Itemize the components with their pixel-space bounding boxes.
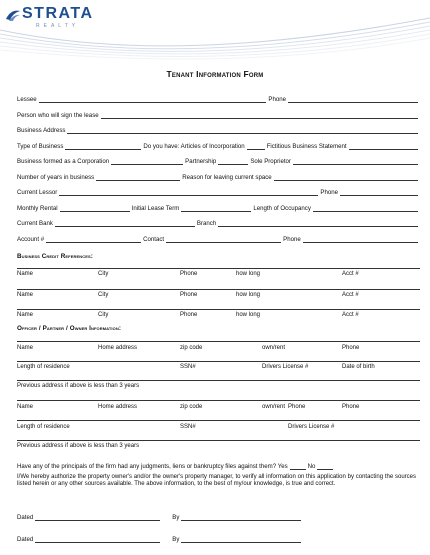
signer-field[interactable] xyxy=(101,112,418,119)
current-bank-field[interactable] xyxy=(55,220,195,227)
fictitious-label: Fictitious Business Statement xyxy=(266,143,347,150)
type-of-business-field[interactable] xyxy=(65,143,141,150)
bank-row xyxy=(17,220,420,227)
dated-field[interactable] xyxy=(35,514,160,521)
contact-label: Contact xyxy=(143,236,165,243)
lessee-label: Lessee xyxy=(17,96,37,103)
credit-heading: Business Credit References: xyxy=(17,253,93,260)
lessor-row xyxy=(17,189,420,196)
corporation-field[interactable] xyxy=(111,158,183,165)
credit-phone-label: Phone xyxy=(180,271,198,277)
credit-howlong-label: how long xyxy=(236,271,261,277)
dob-label: Date of birth xyxy=(342,364,375,370)
current-lessor-field[interactable] xyxy=(59,189,318,196)
signature-row-1 xyxy=(17,514,417,521)
judgments-row xyxy=(17,463,420,470)
account-label: Account # xyxy=(17,236,45,243)
officer-home-address-label: Home address xyxy=(98,345,138,351)
dated-label: Dated xyxy=(17,536,34,543)
initial-term-label: Initial Lease Term xyxy=(131,205,180,212)
reason-field[interactable] xyxy=(274,174,418,181)
residence-label: Length of residence xyxy=(17,364,70,370)
years-row xyxy=(17,174,420,181)
reason-label: Reason for leaving current space xyxy=(182,174,272,181)
occupancy-label: Length of Occupancy xyxy=(253,205,311,212)
judgments-label: Have any of the principals of the firm had any judgments, liens or bankruptcy files against them? Yes xyxy=(17,463,288,470)
license-label: Drivers License # xyxy=(262,364,309,370)
formed-as-label: Business formed as a Corporation xyxy=(17,158,110,165)
credit-name-label: Name xyxy=(17,312,34,318)
brand-sub: REALTY xyxy=(36,23,80,29)
previous-address-label: Previous address if above is less than 3 years xyxy=(17,383,140,389)
current-bank-label: Current Bank xyxy=(17,220,53,227)
officer-line-2[interactable] xyxy=(17,361,420,362)
credit-name-label: Name xyxy=(17,292,34,298)
address-row xyxy=(17,127,420,134)
officer-zip-label: zip code xyxy=(180,345,203,351)
partnership-label: Partnership xyxy=(185,158,217,165)
ssn-label: SSN# xyxy=(180,364,196,370)
lessor-phone-label: Phone xyxy=(320,189,338,196)
credit-city-label: City xyxy=(98,292,109,298)
by-label: By xyxy=(172,536,180,543)
credit-acct-label: Acct # xyxy=(342,312,359,318)
dated-field[interactable] xyxy=(35,536,160,543)
current-lessor-label: Current Lessor xyxy=(17,189,58,196)
credit-phone-label: Phone xyxy=(180,292,198,298)
sole-proprietor-label: Sole Proprietor xyxy=(250,158,291,165)
sole-proprietor-field[interactable] xyxy=(293,158,418,165)
bank-phone-label: Phone xyxy=(283,236,301,243)
credit-city-label: City xyxy=(98,312,109,318)
signer-label: Person who will sign the lease xyxy=(17,112,99,119)
officer2-phone2-label: Phone xyxy=(342,404,360,410)
initial-term-field[interactable] xyxy=(181,205,251,212)
formed-row xyxy=(17,158,420,165)
bank-phone-field[interactable] xyxy=(303,236,418,243)
branch-label: Branch xyxy=(196,220,217,227)
credit-city-label: City xyxy=(98,271,109,277)
credit-howlong-label: how long xyxy=(236,292,261,298)
monthly-rental-field[interactable] xyxy=(60,205,130,212)
officer-line-1[interactable] xyxy=(17,341,420,342)
rental-row xyxy=(17,205,420,212)
credit-acct-label: Acct # xyxy=(342,292,359,298)
credit-name-label: Name xyxy=(17,271,34,277)
officer2-phone-label: Phone xyxy=(288,404,306,410)
officer-phone-label: Phone xyxy=(342,345,360,351)
fictitious-field[interactable] xyxy=(349,143,418,150)
officer-ownrent-label: own/rent xyxy=(262,345,286,351)
officer-line-3[interactable] xyxy=(17,380,420,381)
yes-field[interactable] xyxy=(290,463,306,470)
page-title: Tenant Information Form xyxy=(166,69,264,79)
by-field[interactable] xyxy=(181,536,301,543)
account-field[interactable] xyxy=(46,236,141,243)
phone-label: Phone xyxy=(268,96,286,103)
officer-name-label: Name xyxy=(17,345,34,351)
type-of-business-label: Type of Business xyxy=(17,143,64,150)
monthly-rental-label: Monthly Rental xyxy=(17,205,58,212)
articles-field[interactable] xyxy=(247,143,265,150)
officer2-home-address-label: Home address xyxy=(98,404,138,410)
articles-label: Do you have: Articles of Incorporation xyxy=(143,143,245,150)
years-label: Number of years in business xyxy=(17,174,95,181)
officer-line-5[interactable] xyxy=(17,420,420,421)
officer2-ownrent-label: own/rent xyxy=(262,404,286,410)
officer-line-6[interactable] xyxy=(17,440,420,441)
officer2-name-label: Name xyxy=(17,404,34,410)
phone-field[interactable] xyxy=(288,96,418,103)
credit-line-3[interactable] xyxy=(17,309,420,310)
signature-row-2 xyxy=(17,536,417,543)
by-label: By xyxy=(172,514,180,521)
account-row xyxy=(17,236,420,243)
partnership-field[interactable] xyxy=(218,158,248,165)
credit-phone-label: Phone xyxy=(180,312,198,318)
by-field[interactable] xyxy=(181,514,301,521)
lessee-field[interactable] xyxy=(39,96,267,103)
officer-line-4[interactable] xyxy=(17,400,420,401)
business-address-field[interactable] xyxy=(67,127,418,134)
officer2-residence-label: Length of residence xyxy=(17,424,70,430)
type-row xyxy=(17,143,420,150)
dated-label: Dated xyxy=(17,514,34,521)
credit-acct-label: Acct # xyxy=(342,271,359,277)
officer2-previous-label: Previous address if above is less than 3 years xyxy=(17,443,140,449)
years-field[interactable] xyxy=(96,174,180,181)
contact-field[interactable] xyxy=(166,236,281,243)
brand-name: STRATA xyxy=(22,5,94,22)
officer2-zip-label: zip code xyxy=(180,404,203,410)
credit-line-1[interactable] xyxy=(17,268,420,269)
lessee-row xyxy=(17,96,420,103)
signer-row xyxy=(17,112,420,119)
no-label: No xyxy=(307,463,316,470)
officer2-ssn-label: SSN# xyxy=(180,424,196,430)
credit-howlong-label: how long xyxy=(236,312,261,318)
officer-heading: Officer / Partner / Owner Information: xyxy=(17,325,122,332)
authorization-text: I/We hereby authorize the property owner's and/or the owner's property manager, to verify all information on this application by contacting the sources listed herein or any other sources available. The above information, to the best of my/our knowledge, is true and correct. xyxy=(17,474,416,488)
business-address-label: Business Address xyxy=(17,127,66,134)
occupancy-field[interactable] xyxy=(313,205,418,212)
no-field[interactable] xyxy=(317,463,333,470)
officer2-license-label: Drivers License # xyxy=(288,424,335,430)
logo-icon xyxy=(5,8,21,22)
branch-field[interactable] xyxy=(218,220,418,227)
lessor-phone-field[interactable] xyxy=(340,189,418,196)
credit-line-2[interactable] xyxy=(17,289,420,290)
